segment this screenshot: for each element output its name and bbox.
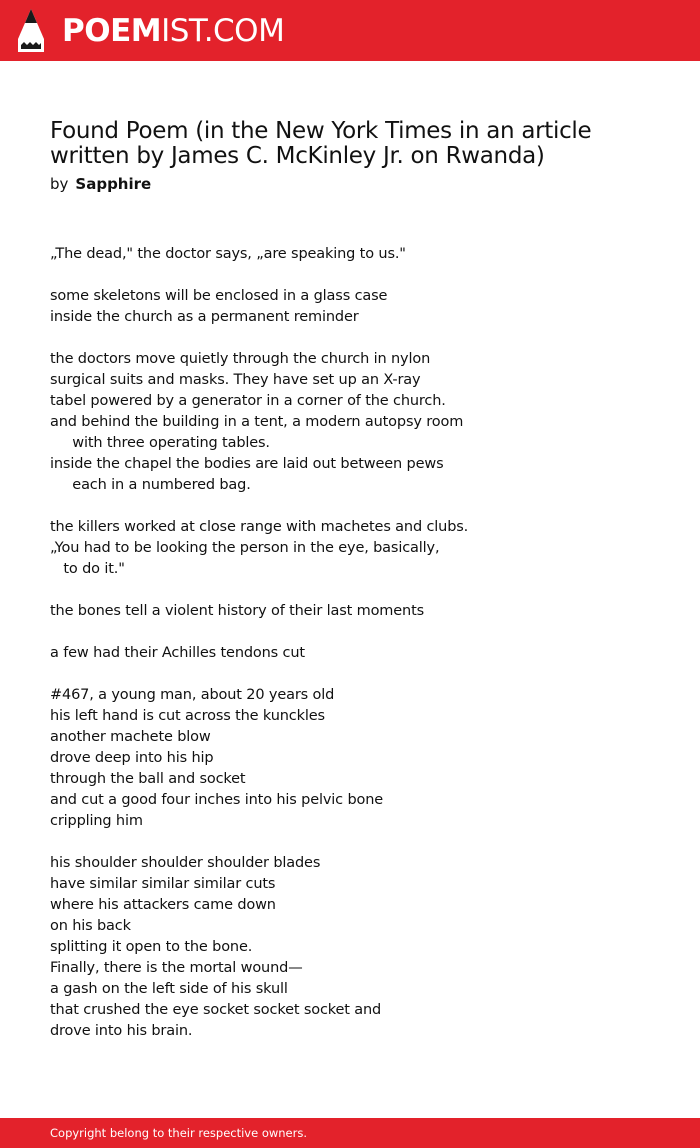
copyright-text: Copyright belong to their respective owners. <box>50 1126 308 1140</box>
poem-line: another machete blow <box>50 729 211 745</box>
poem-line: that crushed the eye socket socket socket and <box>50 1002 382 1018</box>
poem-line: „You had to be looking the person in the eye, basically, <box>50 540 440 556</box>
stanza-break <box>50 832 650 853</box>
poem-title: Found Poem (in the New York Times in an article written by James C. McKinley Jr. on Rwanda) <box>50 118 592 169</box>
stanza-break <box>50 622 650 643</box>
pencil-icon[interactable] <box>18 9 44 52</box>
poem-line: #467, a young man, about 20 years old <box>50 687 335 703</box>
logo-bold-text: POEM <box>62 13 162 49</box>
stanza-break <box>50 496 650 517</box>
poem-line: surgical suits and masks. They have set up an X-ray <box>50 372 421 388</box>
poem-line: on his back <box>50 918 131 934</box>
poem-line: „The dead," the doctor says, „are speaking to us." <box>50 246 406 262</box>
poem-line: inside the church as a permanent reminder <box>50 309 359 325</box>
poem-line: and behind the building in a tent, a modern autopsy room <box>50 414 464 430</box>
byline <box>50 174 151 194</box>
stanza-break <box>50 580 650 601</box>
site-footer <box>0 1118 700 1148</box>
author-name[interactable]: Sapphire <box>75 175 152 193</box>
poem-line: drove into his brain. <box>50 1023 193 1039</box>
poem-line: each in a numbered bag. <box>50 477 251 493</box>
stanza-break <box>50 328 650 349</box>
poem-line: Finally, there is the mortal wound— <box>50 960 303 976</box>
poem-line: his shoulder shoulder shoulder blades <box>50 855 321 871</box>
poem-line: through the ball and socket <box>50 771 246 787</box>
poem-line: crippling him <box>50 813 143 829</box>
site-header <box>0 0 700 61</box>
poem-line: the bones tell a violent history of their last moments <box>50 603 425 619</box>
poem-line: where his attackers came down <box>50 897 276 913</box>
by-label: by <box>50 175 69 193</box>
poem-line: drove deep into his hip <box>50 750 214 766</box>
poem-line: and cut a good four inches into his pelvic bone <box>50 792 384 808</box>
poem-line: splitting it open to the bone. <box>50 939 253 955</box>
poem-line: to do it." <box>50 561 125 577</box>
poem-line: tabel powered by a generator in a corner of the church. <box>50 393 446 409</box>
poem-line: some skeletons will be enclosed in a glass case <box>50 288 388 304</box>
stanza-break <box>50 664 650 685</box>
poem-line: inside the chapel the bodies are laid out between pews <box>50 456 444 472</box>
poem-line: with three operating tables. <box>50 435 270 451</box>
poem-body <box>50 244 650 1042</box>
poem-line: his left hand is cut across the kunckles <box>50 708 325 724</box>
stanza-break <box>50 265 650 286</box>
poem-line: a few had their Achilles tendons cut <box>50 645 305 661</box>
poem-line: the doctors move quietly through the church in nylon <box>50 351 431 367</box>
logo-light-text: IST.COM <box>161 13 285 49</box>
poem-line: the killers worked at close range with machetes and clubs. <box>50 519 469 535</box>
site-logo[interactable] <box>62 13 284 49</box>
poem-line: have similar similar similar cuts <box>50 876 276 892</box>
poem-line: a gash on the left side of his skull <box>50 981 288 997</box>
